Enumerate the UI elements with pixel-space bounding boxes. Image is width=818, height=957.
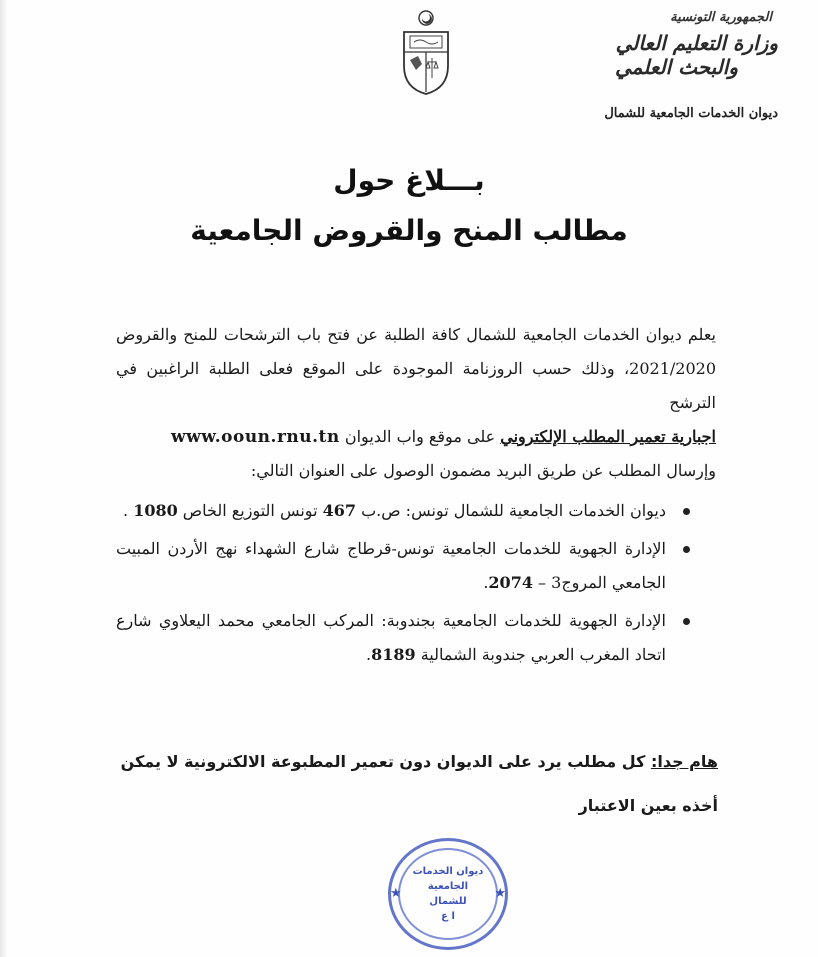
- stamp-line: ا ع: [441, 911, 455, 922]
- postal-code: 2074: [488, 573, 533, 592]
- notice-body: [116, 318, 716, 676]
- scan-edge: [0, 0, 8, 957]
- ministry-header: [558, 10, 778, 79]
- postal-code: 1080: [133, 501, 178, 520]
- republic-label: الجمهورية التونسية: [670, 10, 772, 25]
- stamp-line: ديوان الخدمات: [412, 866, 484, 877]
- important-text: كل مطلب يرد على الديوان دون تعمير المطبوعة الالكترونية لا يمكن أخذه بعين الاعتبار: [120, 752, 718, 815]
- address-item: [116, 494, 666, 528]
- bullet-icon: [683, 546, 690, 553]
- important-label: هام جدا:: [650, 752, 718, 771]
- notice-title: بـــلاغ حول: [333, 164, 485, 197]
- address-text: تونس التوزيع الخاص: [177, 501, 323, 520]
- important-note: [98, 740, 718, 828]
- address-item: [116, 532, 666, 600]
- stamp-text: [410, 864, 486, 924]
- website-link[interactable]: www.ooun.rnu.tn: [171, 427, 340, 447]
- bullet-icon: [683, 508, 690, 515]
- address-tail: .: [123, 501, 134, 520]
- address-tail: .: [366, 645, 372, 664]
- address-tail: .: [483, 573, 489, 592]
- bullet-icon: [683, 618, 690, 625]
- address-item: [116, 604, 666, 672]
- stamp-line: الجامعية للشمال: [427, 881, 469, 907]
- body-paragraph-3: وإرسال المطلب عن طريق البريد مضمون الوصول على العنوان التالي:: [250, 461, 716, 480]
- address-list: [116, 494, 716, 672]
- star-icon: ★: [494, 886, 506, 901]
- notice-subtitle: مطالب المنح والقروض الجامعية: [190, 214, 628, 247]
- body-paragraph-1: يعلم ديوان الخدمات الجامعية للشمال كافة الطلبة عن فتح باب الترشحات للمنح والقروض 2021/2020، وذلك حسب الروزنامة الموجودة على الموقع فعلى الطلبة الراغبين في الترشح: [116, 325, 716, 412]
- body-paragraph-2: [116, 420, 716, 454]
- ministry-name-line2: والبحث العلمي: [614, 55, 738, 79]
- mandatory-online-form: اجبارية تعمير المطلب الإلكتروني: [500, 427, 716, 446]
- ministry-name-line1: وزارة التعليم العالي: [615, 31, 778, 55]
- tunisia-emblem-icon: [398, 8, 454, 96]
- postal-code: 8189: [371, 645, 416, 664]
- star-icon: ★: [390, 886, 402, 901]
- po-box-number: 467: [322, 501, 357, 520]
- website-intro: على موقع واب الديوان: [339, 427, 501, 446]
- address-text: ديوان الخدمات الجامعية للشمال تونس: ص.ب: [356, 501, 666, 520]
- address-text: الإدارة الجهوية للخدمات الجامعية تونس-قرطاج شارع الشهداء نهج الأردن المبيت الجامعي المروج3 –: [116, 539, 666, 592]
- office-name: ديوان الخدمات الجامعية للشمال: [604, 106, 778, 121]
- official-stamp: [388, 838, 508, 950]
- address-text: الإدارة الجهوية للخدمات الجامعية بجندوبة: المركب الجامعي محمد اليعلاوي شارع اتحاد المغرب العربي جندوبة الشمالية: [116, 611, 666, 664]
